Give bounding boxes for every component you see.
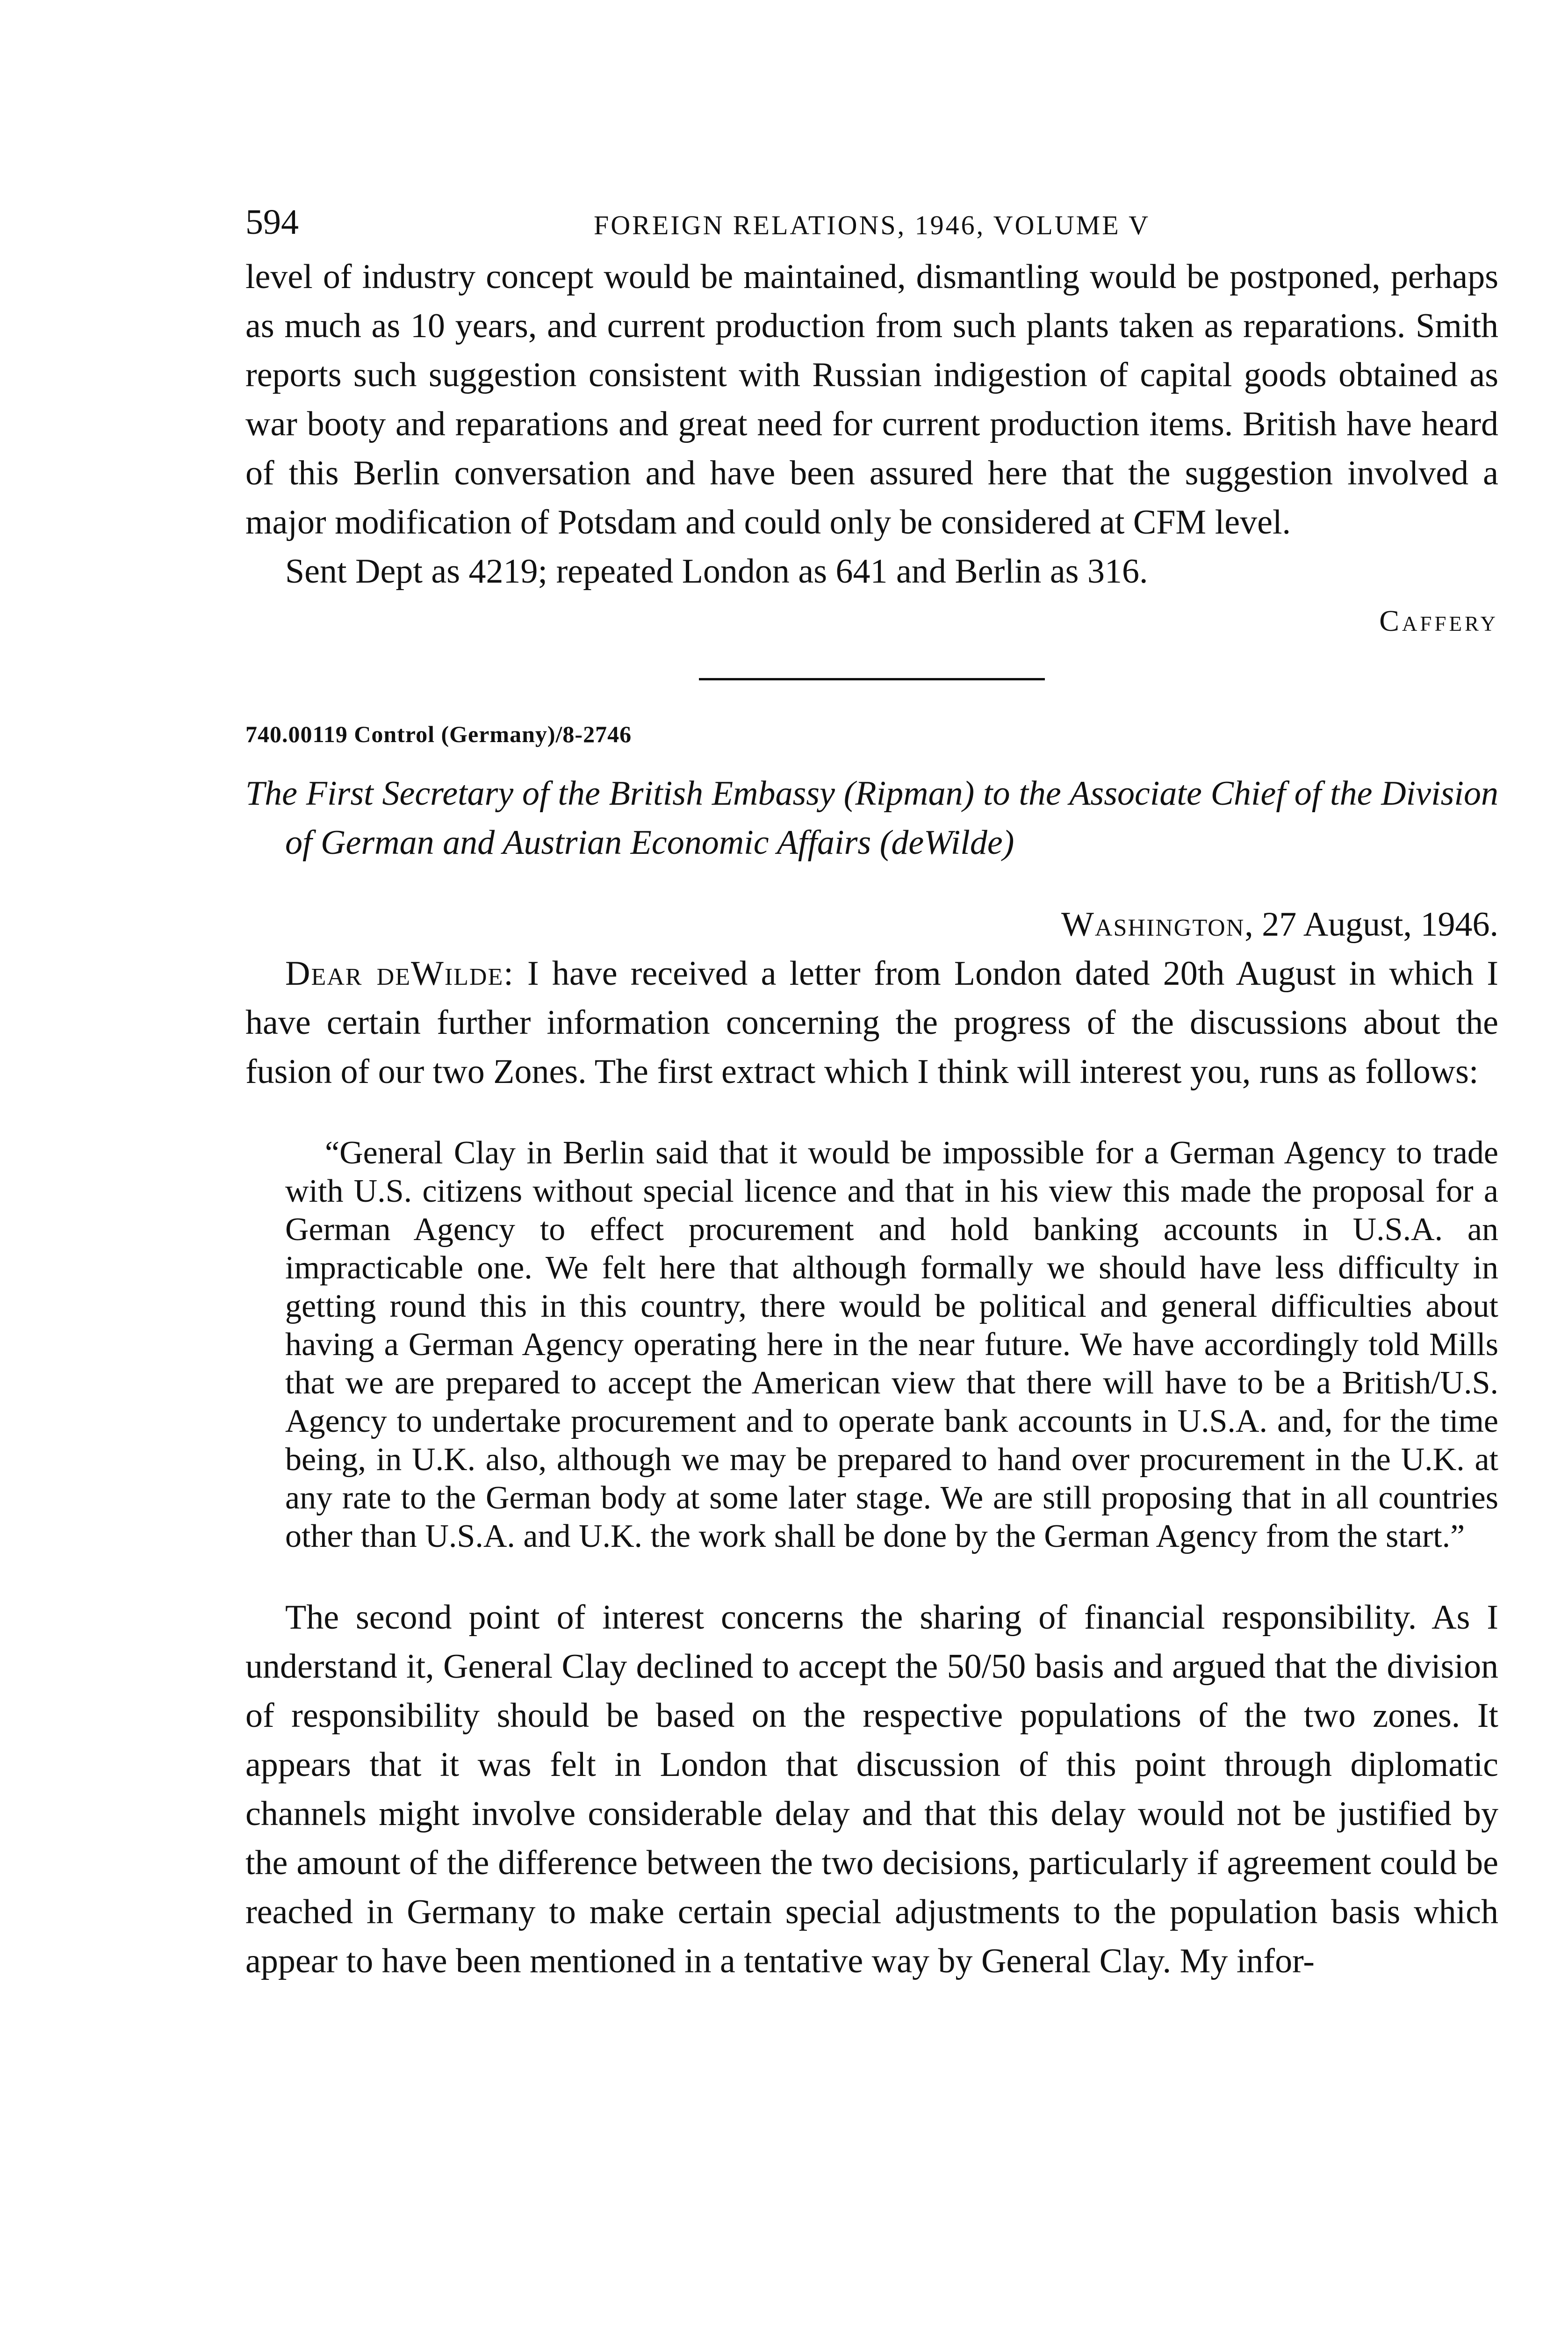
- block-quote: “General Clay in Berlin said that it would be impossible for a German Agency to trade with U.S. citizens without special licence and that in his view this made the proposal for a German Agency to effect procurement and hold banking accounts in U.S.A. an impracticable one. We felt here that although formally we should have less difficulty in getting round this in this country, there would be political and general difficulties about having a German Agency operating here in the near future. We have accordingly told Mills that we are prepared to accept the American view that there will have to be a British/U.S. Agency to undertake procurement and to operate bank accounts in U.S.A. and, for the time being, in U.K. also, although we may be prepared to hand over procurement in the U.K. at any rate to the German body at some later stage. We are still proposing that in all countries other than U.S.A. and U.K. the work shall be done by the German Agency from the start.”: [285, 1135, 1498, 1554]
- page-number: 594: [245, 202, 299, 242]
- running-title: FOREIGN RELATIONS, 1946, VOLUME V: [594, 210, 1150, 240]
- document-heading: The First Secretary of the British Embassy (Ripman) to the Associate Chief of the Division of German and Austrian Economic Affairs (deWilde): [245, 774, 1498, 862]
- sent-line: Sent Dept as 4219; repeated London as 641 and Berlin as 316.: [285, 552, 1148, 591]
- dateline: [245, 900, 1498, 949]
- running-header: [245, 201, 1498, 253]
- opening-paragraph-text: I have received a letter from London dated 20th August in which I have certain further information concerning the progress of the discussions about the fusion of our two Zones. The first extract which I think will interest you, runs as follows:: [245, 954, 1498, 1091]
- document-page: [245, 201, 1498, 1986]
- salutation: Dear deWilde:: [285, 954, 514, 993]
- continued-paragraph: level of industry concept would be maintained, dismantling would be postponed, perhaps as much as 10 years, and current production from such plants taken as reparations. Smith reports such suggestion consistent with Russian indigestion of capital goods obtained as war booty and reparations and great need for current production items. British have heard of this Berlin conversation and have been assured here that the suggestion involved a major modification of Potsdam and could only be considered at CFM level.: [245, 258, 1498, 541]
- dateline-place: Washington: [1061, 905, 1245, 944]
- file-reference: 740.00119 Control (Germany)/8-2746: [245, 721, 632, 747]
- opening-paragraph: [245, 949, 1498, 1097]
- second-paragraph: The second point of interest concerns the sharing of financial responsibility. As I understand it, General Clay declined to accept the 50/50 basis and argued that the division of responsibility should be based on the respective populations of the two zones. It appears that it was felt in London that discussion of this point through diplomatic channels might involve considerable delay and that this delay would not be justified by the amount of the difference between the two decisions, particularly if agreement could be reached in Germany to make certain special adjustments to the population basis which appear to have been mentioned in a tentative way by General Clay. My infor-: [245, 1598, 1498, 1980]
- signature: Caffery: [1379, 604, 1498, 637]
- section-divider: [699, 678, 1045, 680]
- dateline-date: , 27 August, 1946.: [1244, 905, 1498, 944]
